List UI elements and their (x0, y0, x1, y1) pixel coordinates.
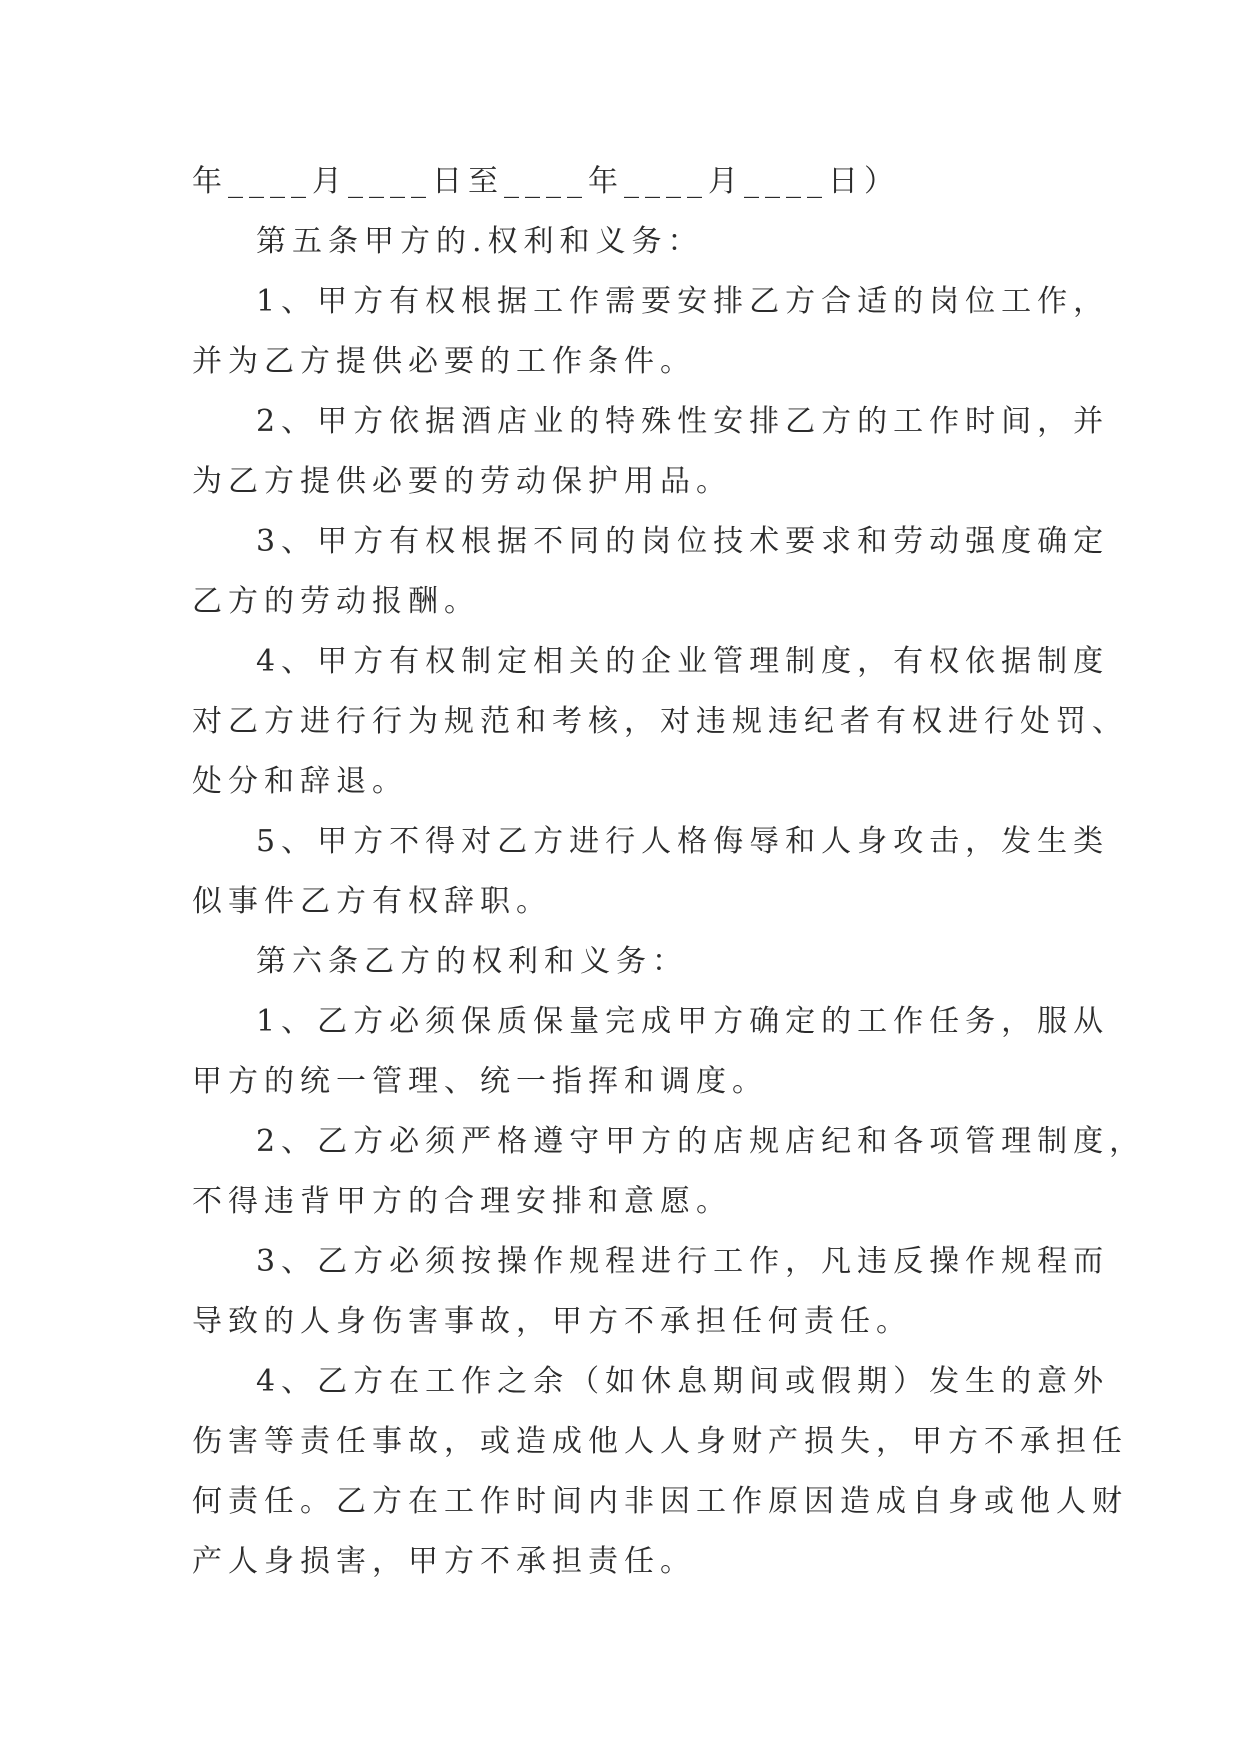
document-body (192, 162, 1146, 1602)
text-line: 何责任。乙方在工作时间内非因工作原因造成自身或他人财 (192, 1484, 1128, 1519)
text-line: 产人身损害，甲方不承担责任。 (192, 1544, 696, 1579)
text-line: 年____月____日至____年____月____日） (192, 164, 900, 199)
text-line: 5、甲方不得对乙方进行人格侮辱和人身攻击，发生类 (256, 824, 1110, 859)
section-heading-article-5: 第五条甲方的.权利和义务： (256, 224, 704, 259)
text-line: 似事件乙方有权辞职。 (192, 884, 552, 919)
text-line: 3、甲方有权根据不同的岗位技术要求和劳动强度确定 (256, 524, 1110, 559)
text-line: 伤害等责任事故，或造成他人人身财产损失，甲方不承担任 (192, 1424, 1128, 1459)
text-line: 导致的人身伤害事故，甲方不承担任何责任。 (192, 1304, 912, 1339)
text-line: 为乙方提供必要的劳动保护用品。 (192, 464, 732, 499)
text-line: 并为乙方提供必要的工作条件。 (192, 344, 696, 379)
text-line: 2、乙方必须严格遵守甲方的店规店纪和各项管理制度， (256, 1124, 1146, 1159)
text-line: 4、甲方有权制定相关的企业管理制度，有权依据制度 (256, 644, 1110, 679)
text-line: 不得违背甲方的合理安排和意愿。 (192, 1184, 732, 1219)
text-line: 3、乙方必须按操作规程进行工作，凡违反操作规程而 (256, 1244, 1110, 1279)
section-heading-article-6: 第六条乙方的权利和义务： (256, 944, 688, 979)
text-line: 1、甲方有权根据工作需要安排乙方合适的岗位工作， (256, 284, 1110, 319)
text-line: 2、甲方依据酒店业的特殊性安排乙方的工作时间，并 (256, 404, 1110, 439)
text-line: 甲方的统一管理、统一指挥和调度。 (192, 1064, 768, 1099)
text-line: 处分和辞退。 (192, 764, 408, 799)
text-line: 4、乙方在工作之余（如休息期间或假期）发生的意外 (256, 1364, 1110, 1399)
text-line: 乙方的劳动报酬。 (192, 584, 480, 619)
text-line: 1、乙方必须保质保量完成甲方确定的工作任务，服从 (256, 1004, 1110, 1039)
text-line: 对乙方进行行为规范和考核，对违规违纪者有权进行处罚、 (192, 704, 1128, 739)
